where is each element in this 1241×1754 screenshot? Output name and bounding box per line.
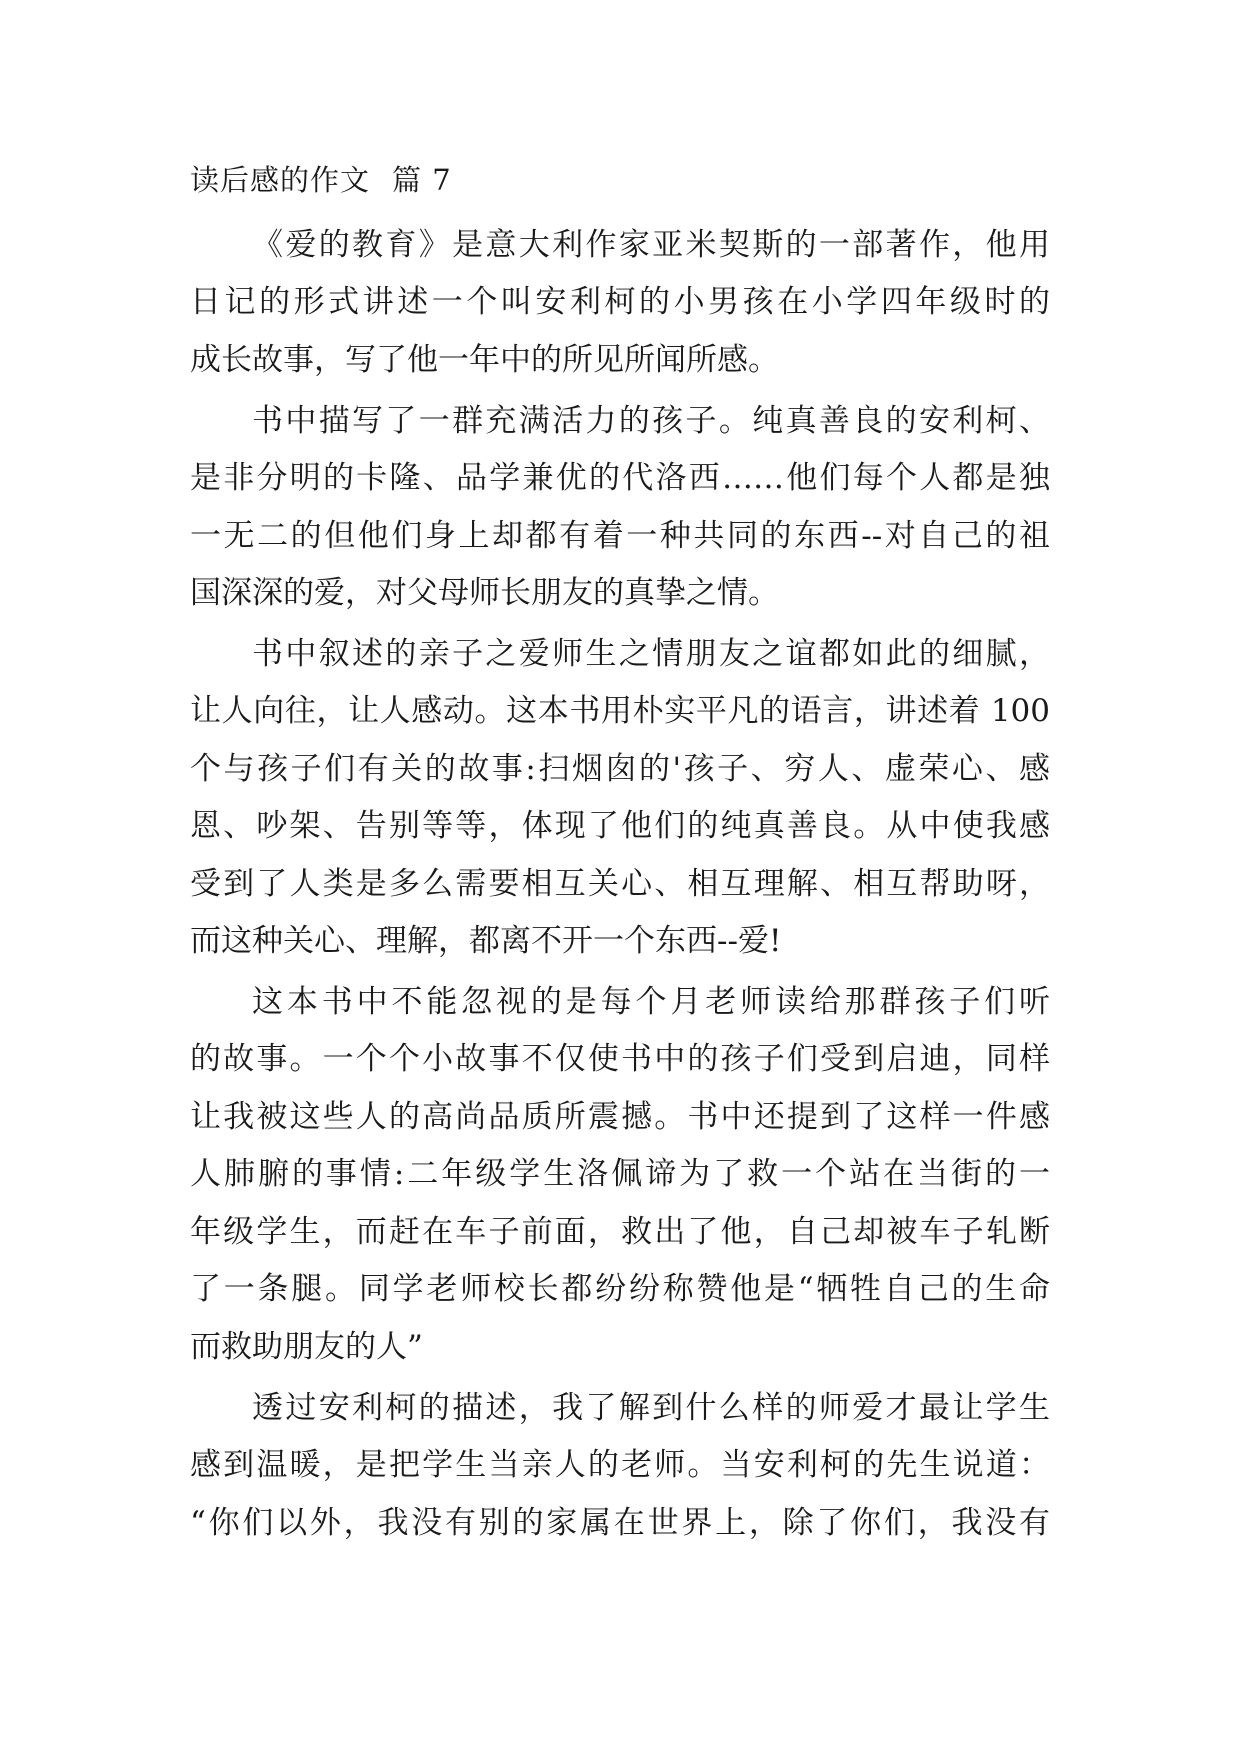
text-line: 而救助朋友的人” [190,1329,423,1365]
text-line: 《爱的教育》是意大利作家亚米契斯的一部著作，他用 [252,227,1050,263]
text-line: 受到了人类是多么需要相互关心、相互理解、相互帮助呀， [190,866,1050,902]
text-line: 是非分明的卡隆、品学兼优的代洛西……他们每个人都是独 [190,460,1050,496]
text-line: 国深深的爱，对父母师长朋友的真挚之情。 [190,575,779,611]
text-line: 透过安利柯的描述，我了解到什么样的师爱才最让学生 [252,1390,1050,1426]
text-line: 年级学生，而赶在车子前面，救出了他，自己却被车子轧断 [190,1214,1050,1250]
text-line: 而这种关心、理解，都离不开一个东西--爱! [190,923,782,959]
text-line: 人肺腑的事情:二年级学生洛佩谛为了救一个站在当街的一 [190,1156,1050,1192]
text-line: 这本书中不能忽视的是每个月老师读给那群孩子们听 [252,984,1050,1020]
heading-title: 读后感的作文 [190,163,371,197]
text-line: 个与孩子们有关的故事:扫烟囱的'孩子、穷人、虚荣心、感 [190,751,1050,787]
heading-section: 篇 7 [392,163,452,197]
text-line: 书中叙述的亲子之爱师生之情朋友之谊都如此的细腻， [252,636,1050,672]
text-line: 一无二的但他们身上却都有着一种共同的东西--对自己的祖 [190,518,1050,554]
text-line: 日记的形式讲述一个叫安利柯的小男孩在小学四年级时的 [190,284,1050,320]
text-line: 的故事。一个个小故事不仅使书中的孩子们受到启迪，同样 [190,1041,1050,1077]
text-line: 书中描写了一群充满活力的孩子。纯真善良的安利柯、 [252,403,1050,439]
text-line: 了一条腿。同学老师校长都纷纷称赞他是“牺牲自己的生命 [190,1271,1050,1307]
text-line: 感到温暖，是把学生当亲人的老师。当安利柯的先生说道： [190,1447,1050,1483]
text-line: “你们以外，我没有别的家属在世界上，除了你们，我没有 [190,1505,1050,1541]
text-line: 成长故事，写了他一年中的所见所闻所感。 [190,342,779,378]
text-line: 让人向往，让人感动。这本书用朴实平凡的语言，讲述着 100 [190,693,1050,729]
text-line: 恩、吵架、告别等等，体现了他们的纯真善良。从中使我感 [190,808,1050,844]
document-heading [190,160,452,200]
text-line: 让我被这些人的高尚品质所震撼。书中还提到了这样一件感 [190,1099,1050,1135]
